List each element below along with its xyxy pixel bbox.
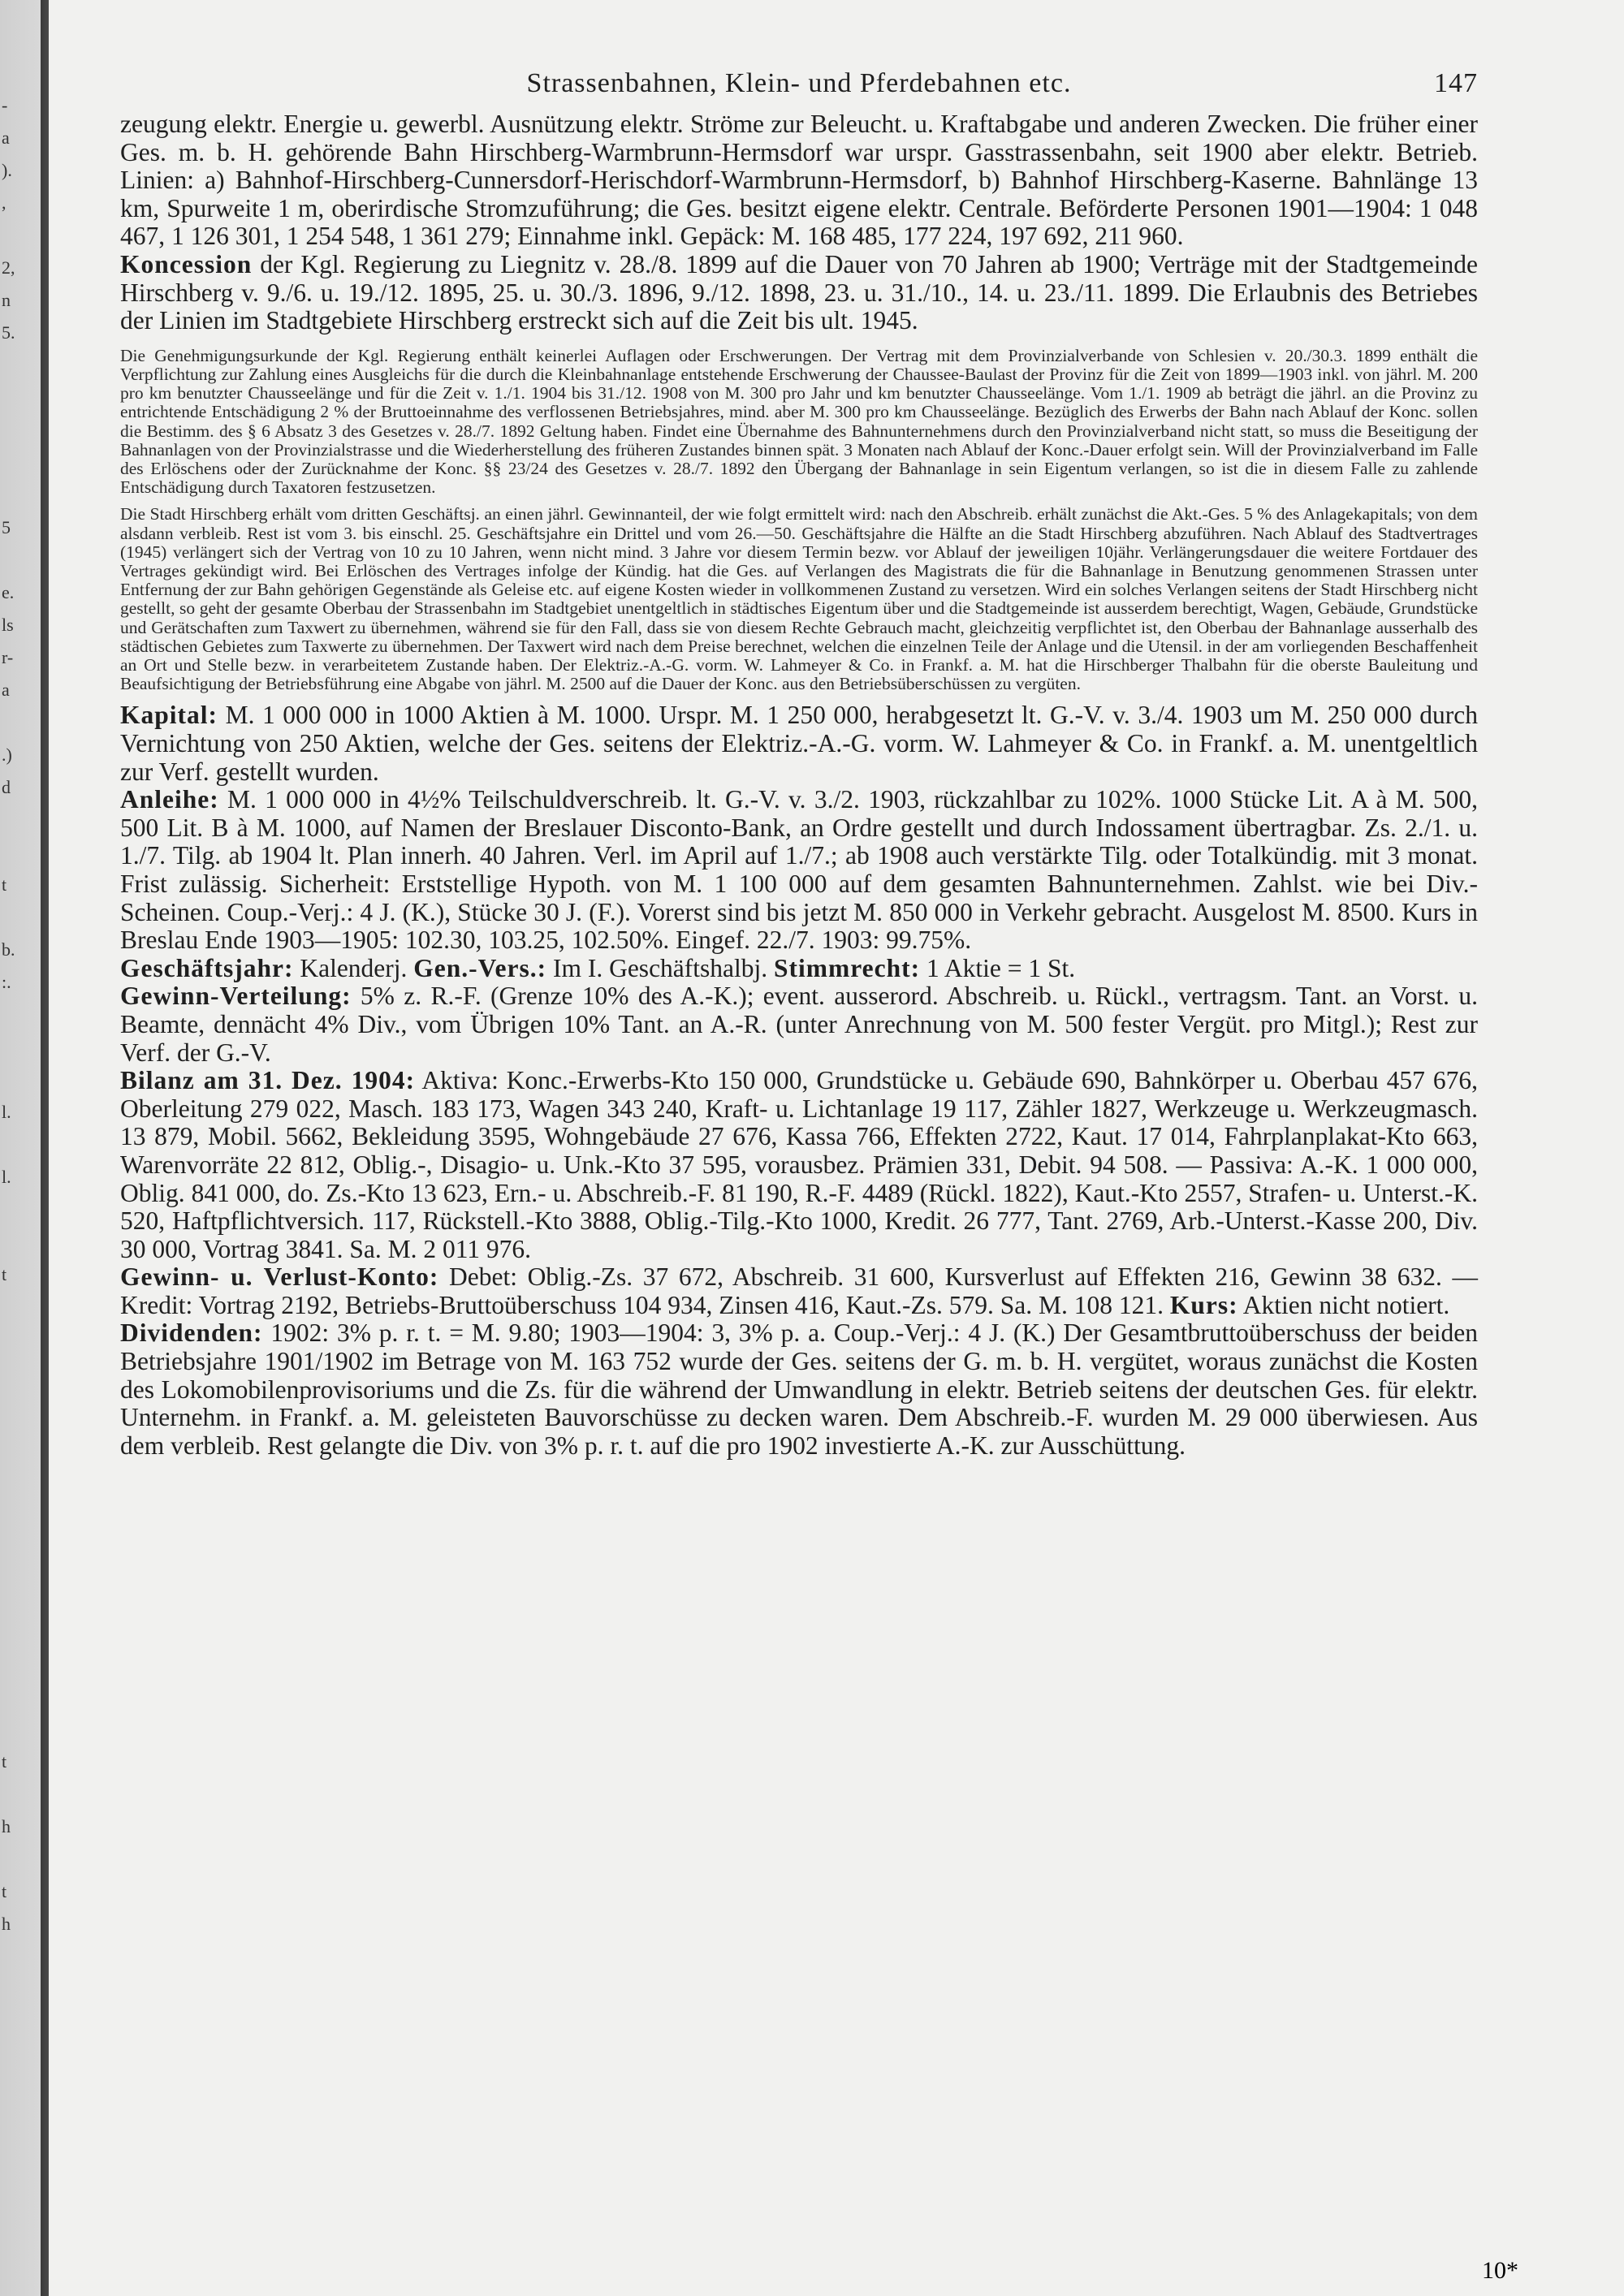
page-content [120, 58, 1478, 1460]
kapital-label: Kapital: [120, 701, 218, 730]
gewinn-verlust-paragraph [120, 1263, 1478, 1319]
bilanz-paragraph [120, 1067, 1478, 1263]
gewinn-verteilung-paragraph [120, 982, 1478, 1067]
running-header [120, 58, 1478, 101]
anleihe-text: M. 1 000 000 in 4½% Teilschuldverschreib. lt. G.-V. v. 3./2. 1903, rückzahlbar zu 102%. 1000 Stücke Lit. A à M. 500, 500 Lit. B à M. 1000, auf Namen der Breslauer Disconto-Bank, an Ordre gestellt und durch Indossament übertragbar. Zs. 2./1. u. 1./7. Tilg. ab 1904 lt. Plan innerh. 40 Jahren. Verl. im April auf 1./7.; ab 1908 auch verstärkte Tilg. oder Totalkündig. mit 3 monat. Frist zulässig. Sicherheit: Erststellige Hypoth. von M. 1 100 000 auf dem gesamten Bahnunternehmen. Zahlst. wie bei Div.-Scheinen. Coup.-Verj.: 4 J. (K.), Stücke 30 J. (F.). Vorerst sind bis jetzt M. 850 000 in Verkehr gebracht. Ausgelost M. 8500. Kurs in Breslau Ende 1903—1905: 102.30, 103.25, 102.50%. Eingef. 22./7. 1903: 99.75%. [120, 785, 1478, 955]
stimmrecht-text: 1 Aktie = 1 St. [920, 953, 1076, 982]
dividenden-label: Dividenden: [120, 1318, 263, 1348]
page [49, 0, 1624, 2296]
kapital-paragraph [120, 701, 1478, 786]
bilanz-label: Bilanz am 31. Dez. 1904: [120, 1066, 416, 1095]
koncession-label: Koncession [120, 249, 253, 278]
running-title: Strassenbahnen, Klein- und Pferdebahnen etc. [526, 68, 1072, 98]
dividenden-text: 1902: 3% p. r. t. = M. 9.80; 1903—1904: 3, 3% p. a. Coup.-Verj.: 4 J. (K.) Der Gesamtbruttoüberschuss der beiden Betriebsjahre 1901/1902 im Betrage von M. 163 752 wurde der Ges. seitens der G. m. b. H. vergütet, woraus zunächst die Kosten des Lokomobilenprovisoriums und die Zs. für die während der Umwandlung in elektr. Betrieb seitens der deutschen Ges. für elektr. Unternehm. in Frankf. a. M. geleisteten Bauvorschüsse zu decken waren. Dem Abschreib.-F. wurden M. 29 000 überwiesen. Aus dem verbleib. Rest gelangte die Div. von 3% p. r. t. auf die pro 1902 investierte A.-K. zur Ausschüttung. [120, 1318, 1478, 1460]
koncession-text: der Kgl. Regierung zu Liegnitz v. 28./8. 1899 auf die Dauer von 70 Jahren ab 1900; Verträge mit der Stadtgemeinde Hirschberg v. 9./6. u. 19./12. 1895, 25. u. 30./3. 1896, 9./12. 1898, 23. u. 31./10., 14. u. 23./11. 1899. Die Erlaubnis des Betriebes der Linien im Stadtgebiete Hirschberg erstreckt sich auf die Zeit bis ult. 1945. [120, 249, 1478, 335]
bilanz-text: Aktiva: Konc.-Erwerbs-Kto 150 000, Grundstücke u. Gebäude 690, Bahnkörper u. Oberbau 457 676, Oberleitung 279 022, Masch. 183 173, Wagen 343 240, Kraft- u. Lichtanlage 19 117, Zähler 1827, Werkzeuge u. Werkzeugmasch. 13 879, Mobil. 5662, Bekleidung 3595, Wohngebäude 27 676, Kassa 766, Effekten 2722, Kaut. 17 014, Fahrplanplakat-Kto 663, Warenvorräte 22 812, Oblig.-, Disagio- u. Unk.-Kto 37 595, vorausbez. Prämien 331, Debit. 94 508. — Passiva: A.-K. 1 000 000, Oblig. 841 000, do. Zs.-Kto 13 623, Ern.- u. Abschreib.-F. 81 190, R.-F. 4489 (Rückl. 1822), Kaut.-Kto 2557, Strafen- u. Unterst.-K. 520, Haftpflichtversich. 117, Rückstell.-Kto 3888, Oblig.-Tilg.-Kto 1000, Kredit. 26 777, Tant. 2769, Arb.-Unterst.-Kasse 200, Div. 30 000, Vortrag 3841. Sa. M. 2 011 976. [120, 1066, 1478, 1263]
gewinn-verlust-label: Gewinn- u. Verlust-Konto: [120, 1262, 439, 1292]
kapital-text: M. 1 000 000 in 1000 Aktien à M. 1000. Urspr. M. 1 250 000, herabgesetzt lt. G.-V. v. 3./4. 1903 um M. 250 000 durch Vernichtung von 250 Aktien, welche der Ges. seitens der Elektriz.-A.-G. vorm. W. Lahmeyer & Co. in Frankf. a. M. unentgeltlich zur Verf. gestellt wurden. [120, 701, 1478, 786]
gen-vers-label: Gen.-Vers.: [413, 953, 547, 982]
gewinn-verteilung-label: Gewinn-Verteilung: [120, 982, 352, 1011]
page-number: 147 [1434, 68, 1478, 98]
gewinn-verlust-text: Debet: Oblig.-Zs. 37 672, Abschreib. 31 600, Kursverlust auf Effekten 216, Gewinn 38 632. — Kredit: Vortrag 2192, Betriebs-Bruttoüberschuss 104 934, Zinsen 416, Kaut.-Zs. 579. Sa. M. 108 121. [120, 1262, 1478, 1319]
anleihe-label: Anleihe: [120, 785, 219, 814]
kurs-label: Kurs: [1169, 1290, 1238, 1319]
stimmrecht-label: Stimmrecht: [774, 953, 921, 982]
small-print-paragraph: Die Stadt Hirschberg erhält vom dritten Geschäftsj. an einen jährl. Gewinnanteil, der wie folgt ermittelt wird: nach den Abschreib. erhält zunächst die Akt.-Ges. 5 % des Anlagekapitals; von dem alsdann verbleib. Rest ist vom 3. bis einschl. 25. Geschäftsjahre ein Drittel und vom 26.—50. Geschäftsjahre die Hälfte an die Stadt Hirschberg abzuführen. Nach Ablauf des Stadtvertrages (1945) verlängert sich der Vertrag von 10 zu 10 Jahren, wenn nicht mind. 3 Jahre vor diesem Termin bezw. vor Ablauf der jeweiligen 10jähr. Verlängerungsdauer die weitere Fortdauer des Vertrages gekündigt wird. Bei Erlöschen des Vertrages infolge der Kündig. hat die Ges. auf Verlangen des Magistrats die für die Bahnanlage in Benutzung genommenen Strassen unter Entfernung der zur Bahn gehörigen Gegenstände als Geleise etc. auf eigene Kosten wieder in vollkommenen Zustand zu versetzen. Wird ein solches Verlangen seitens der Stadt Hirschberg nicht gestellt, so geht der gesamte Oberbau der Strassenbahn im Stadtgebiet unentgeltlich in städtisches Eigentum über und die Stadtgemeinde ist ausserdem berechtigt, Wagen, Gebäude, Grundstücke und Gerätschaften zum Taxwert zu übernehmen, während sie für den Fall, dass sie von diesem Rechte Gebrauch macht, gleichzeitig verpflichtet ist, den Oberbau der Bahnanlage ausserhalb des städtischen Gebietes zum Taxwerte zu übernehmen. Der Taxwert wird nach dem Preise berechnet, welchen die einzelnen Teile der Anlage und die Utensil. in der am vorliegenden Beschaffenheit an Ort und Stelle bezw. in verarbeitetem Zustande haben. Der Elektriz.-A.-G. vorm. W. Lahmeyer & Co. in Frankf. a. M. hat die Hirschberger Thalbahn für die oberste Bauleitung und Beaufsichtigung der Betriebsführung eine Abgabe von jährl. M. 2500 auf die Dauer der Konc. aus den Betriebsüberschüssen zu vergüten. [120, 504, 1478, 694]
dividenden-paragraph [120, 1319, 1478, 1460]
article-body [120, 110, 1478, 1460]
geschaeftsjahr-text: Kalenderj. [293, 953, 414, 982]
book-gutter [0, 0, 49, 2296]
signature-mark: 10* [1482, 2257, 1518, 2284]
adjacent-page-fragments: - a ). , 2, n 5. 5 e. ls r- a .) d t b. :. l. l. t t h t h [2, 95, 15, 1934]
koncession-paragraph [120, 251, 1478, 335]
geschaeftsjahr-label: Geschäftsjahr: [120, 953, 294, 982]
gen-vers-text: Im I. Geschäftshalbj. [546, 953, 775, 982]
anleihe-paragraph [120, 786, 1478, 955]
gewinn-verteilung-text: 5% z. R.-F. (Grenze 10% des A.-K.); event. ausserord. Abschreib. u. Rückl., vertragsm. Tant. an Vorst. u. Beamte, dennächt 4% Div., vom Übrigen 10% Tant. an A.-R. (unter Anrechnung von M. 500 fester Vergüt. pro Mitgl.); Rest zur Verf. der G.-V. [120, 982, 1478, 1067]
kurs-text: Aktien nicht notiert. [1237, 1290, 1450, 1319]
intro-paragraph: zeugung elektr. Energie u. gewerbl. Ausnützung elektr. Ströme zur Beleucht. u. Kraftabgabe und anderen Zwecken. Die früher einer Ges. m. b. H. gehörende Bahn Hirschberg-Warmbrunn-Hermsdorf war urspr. Gasstrassenbahn, seit 1900 aber elektr. Betrieb. Linien: a) Bahnhof-Hirschberg-Cunnersdorf-Herischdorf-Warmbrunn-Hermsdorf, b) Bahnhof Hirschberg-Kaserne. Bahnlänge 13 km, Spurweite 1 m, oberirdische Stromzuführung; die Ges. besitzt eigene elektr. Centrale. Beförderte Personen 1901—1904: 1 048 467, 1 126 301, 1 254 548, 1 361 279; Einnahme inkl. Gepäck: M. 168 485, 177 224, 197 692, 211 960. [120, 110, 1478, 251]
geschaeftsjahr-paragraph [120, 955, 1478, 983]
small-print-paragraph: Die Genehmigungsurkunde der Kgl. Regierung enthält keinerlei Auflagen oder Erschwerungen. Der Vertrag mit dem Provinzialverbande von Schlesien v. 20./30.3. 1899 enthält die Verpflichtung zur Zahlung eines Ausgleichs für die durch die Kleinbahnanlage entstehende Erschwerung der Chaussee-Baulast der Provinz für die Zeit von 1899—1903 inkl. von jährl. M. 200 pro km benutzter Chausseelänge und für die Zeit v. 1./1. 1904 bis 31./12. 1908 von M. 300 pro Jahr und km benutzter Chausseelänge. Vom 1./1. 1909 ab beträgt die jährl. an die Provinz zu entrichtende Entschädigung 2 % der Bruttoeinnahme des verflossenen Betriebsjahres, mind. aber M. 300 pro km Chausseelänge. Bezüglich des Erwerbs der Bahn nach Ablauf der Konc. sollen die Bestimm. des § 6 Absatz 3 des Gesetzes v. 28./7. 1892 Geltung haben. Findet eine Übernahme des Bahnunternehmens durch den Provinzialverband nicht statt, so muss die Beseitigung der Bahnanlagen von der Provinzialstrasse und die Wiederherstellung des früheren Zustandes binnen spät. 3 Monaten nach Ablauf der Konc.-Dauer erfolgt sein. Will der Provinzialverband im Falle des Erlöschens oder der Zurücknahme der Konc. §§ 23/24 des Gesetzes v. 28./7. 1892 den Übergang der Bahnanlage in sein Eigentum verlangen, so ist die in diesem Falle zu zahlende Entschädigung durch Taxatoren festzusetzen. [120, 345, 1478, 498]
